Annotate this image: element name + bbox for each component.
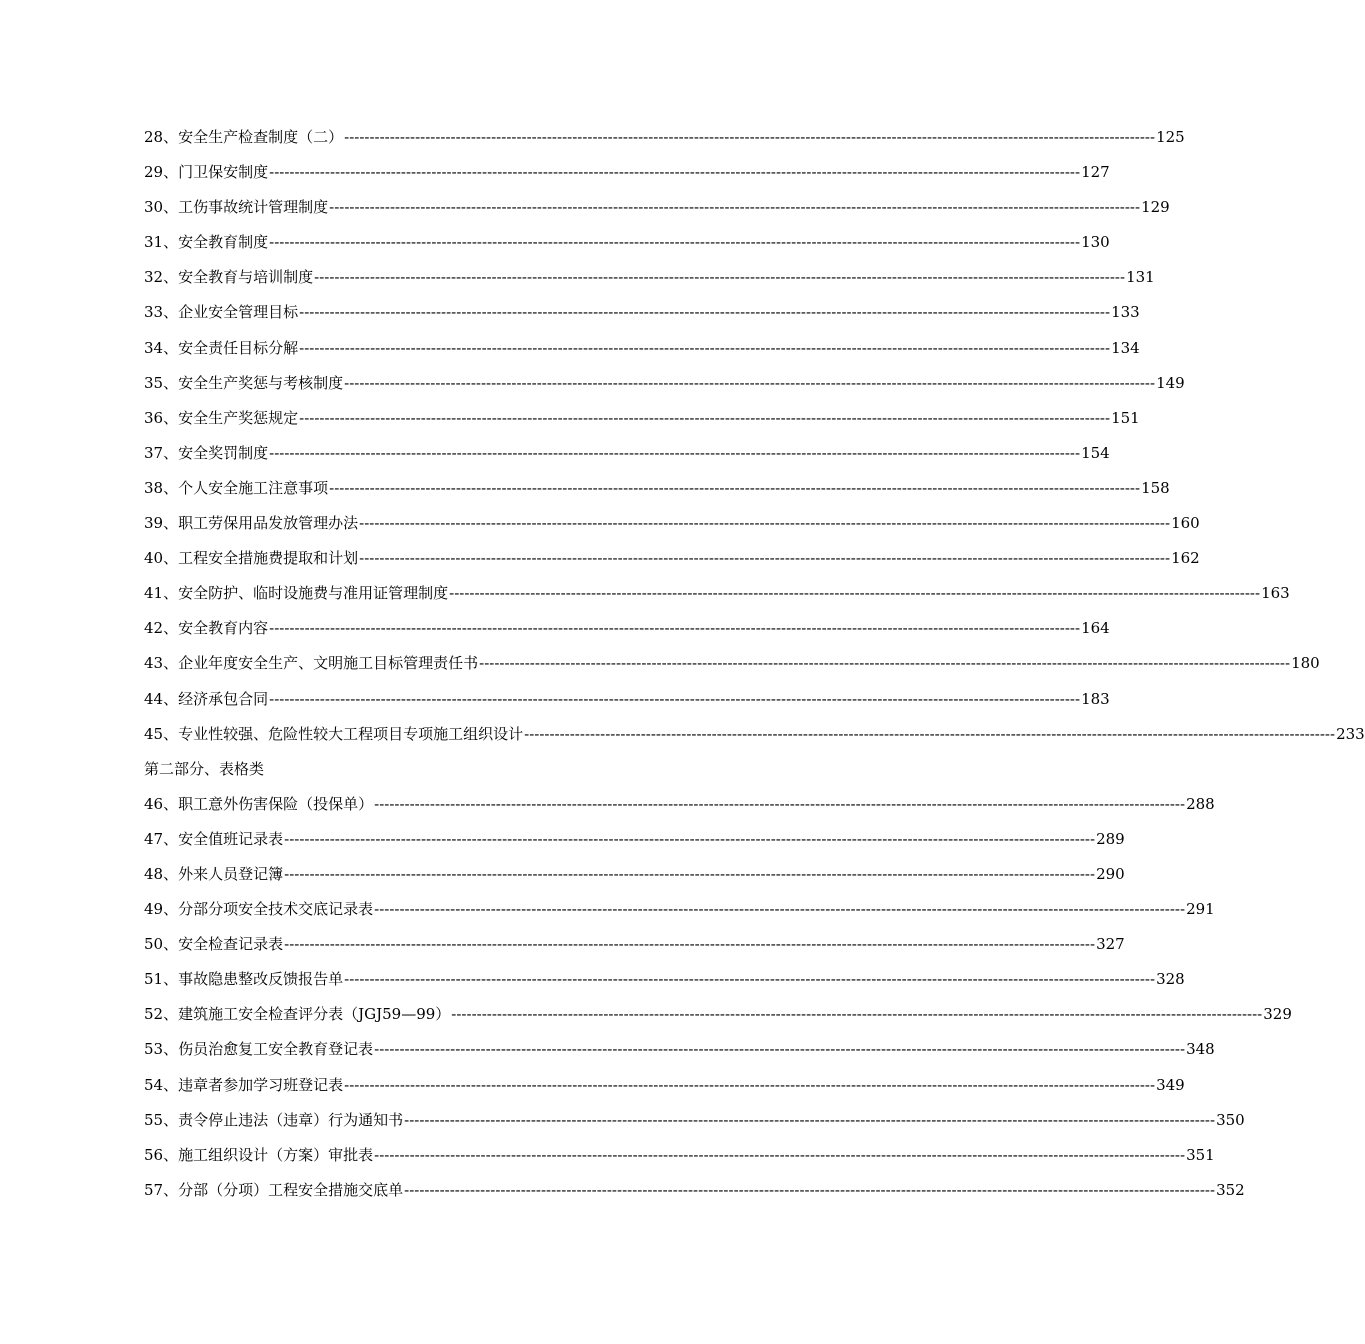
toc-dot-leader: ----------------------------------------------------------------------------------------------------------------------------------------------------------------: [284, 829, 1096, 848]
toc-dot-leader: ----------------------------------------------------------------------------------------------------------------------------------------------------------------: [359, 514, 1171, 533]
toc-entry[interactable]: [144, 717, 1365, 752]
toc-entry-title: 外来人员登记簿: [178, 864, 284, 883]
toc-entry-page-number: 163: [1261, 584, 1290, 603]
toc-entry-number: 50: [144, 935, 164, 954]
toc-entry[interactable]: [144, 1173, 1245, 1208]
toc-entry-title: 工程安全措施费提取和计划: [178, 549, 359, 568]
toc-entry-page-number: 348: [1186, 1040, 1215, 1059]
toc-entry-title: 安全教育内容: [178, 619, 269, 638]
toc-entry-title: 建筑施工安全检查评分表（JGJ59—99）: [178, 1005, 451, 1024]
toc-entry[interactable]: [144, 1103, 1245, 1138]
toc-entry-separator: 、: [163, 794, 179, 813]
toc-entry-separator: 、: [163, 619, 179, 638]
toc-entry-separator: 、: [163, 268, 179, 287]
toc-entry-page-number: 149: [1156, 373, 1185, 392]
toc-entry-separator: 、: [163, 408, 179, 427]
toc-entry-page-number: 290: [1096, 864, 1125, 883]
toc-entry-page-number: 349: [1156, 1075, 1185, 1094]
toc-entry-title: 分部分项安全技术交底记录表: [178, 900, 374, 919]
toc-entry-separator: 、: [163, 338, 179, 357]
toc-entry-separator: 、: [163, 373, 179, 392]
toc-entry[interactable]: [144, 892, 1215, 927]
toc-entry-number: 28: [144, 128, 164, 146]
toc-entry-page-number: 289: [1096, 829, 1125, 848]
toc-entry-page-number: 160: [1171, 514, 1200, 533]
toc-entry-title: 企业安全管理目标: [178, 303, 299, 322]
toc-entry[interactable]: [144, 260, 1155, 295]
toc-entry-separator: 、: [163, 1110, 179, 1129]
toc-entry-page-number: 131: [1126, 268, 1155, 287]
toc-dot-leader: ----------------------------------------------------------------------------------------------------------------------------------------------------------------: [269, 619, 1081, 638]
toc-dot-leader: ----------------------------------------------------------------------------------------------------------------------------------------------------------------: [299, 338, 1111, 357]
toc-entry-title: 门卫保安制度: [178, 163, 269, 182]
toc-entry[interactable]: [144, 1068, 1185, 1103]
toc-entry-title: 经济承包合同: [178, 689, 269, 708]
toc-entry-title: 事故隐患整改反馈报告单: [178, 970, 344, 989]
toc-entry-number: 36: [144, 408, 164, 427]
toc-entry-page-number: 352: [1216, 1180, 1245, 1199]
toc-dot-leader: ----------------------------------------------------------------------------------------------------------------------------------------------------------------: [374, 1040, 1186, 1059]
toc-dot-leader: ----------------------------------------------------------------------------------------------------------------------------------------------------------------: [374, 1145, 1186, 1164]
toc-entry[interactable]: [144, 366, 1185, 401]
toc-entry-page-number: 158: [1141, 478, 1170, 497]
toc-dot-leader: ----------------------------------------------------------------------------------------------------------------------------------------------------------------: [344, 970, 1156, 989]
toc-entry[interactable]: [144, 997, 1292, 1032]
toc-entry-separator: 、: [163, 689, 179, 708]
toc-entry-page-number: 162: [1171, 549, 1200, 568]
table-of-contents: [144, 120, 1365, 1208]
toc-entry-separator: 、: [163, 303, 179, 322]
toc-entry-number: 47: [144, 829, 164, 848]
toc-entry-page-number: 164: [1081, 619, 1110, 638]
toc-entry-page-number: 350: [1216, 1110, 1245, 1129]
toc-entry-separator: 、: [163, 1180, 179, 1199]
toc-entry-page-number: 129: [1141, 198, 1170, 217]
toc-dot-leader: ----------------------------------------------------------------------------------------------------------------------------------------------------------------: [314, 268, 1126, 287]
toc-entry-page-number: 327: [1096, 935, 1125, 954]
toc-section-heading[interactable]: [144, 752, 678, 787]
toc-entry-page-number: 134: [1111, 338, 1140, 357]
toc-entry[interactable]: [144, 646, 1320, 681]
toc-entry-separator: 、: [163, 1145, 179, 1164]
toc-entry-number: 32: [144, 268, 164, 287]
toc-entry[interactable]: [144, 331, 1140, 366]
toc-entry[interactable]: [144, 471, 1170, 506]
toc-dot-leader: ----------------------------------------------------------------------------------------------------------------------------------------------------------------: [299, 408, 1111, 427]
toc-entry-number: 33: [144, 303, 164, 322]
toc-entry-number: 40: [144, 549, 164, 568]
toc-entry-separator: 、: [163, 864, 179, 883]
toc-entry-title: 责令停止违法（违章）行为通知书: [178, 1110, 404, 1129]
toc-dot-leader: ----------------------------------------------------------------------------------------------------------------------------------------------------------------: [449, 584, 1261, 603]
toc-entry-page-number: 328: [1156, 970, 1185, 989]
toc-entry-separator: 、: [163, 1075, 179, 1094]
toc-entry-number: 34: [144, 338, 164, 357]
toc-dot-leader: ----------------------------------------------------------------------------------------------------------------------------------------------------------------: [329, 198, 1141, 217]
toc-entry[interactable]: [144, 1032, 1215, 1067]
toc-entry-number: 55: [144, 1110, 164, 1129]
toc-entry-page-number: 288: [1186, 794, 1215, 813]
toc-entry-separator: 、: [163, 514, 179, 533]
toc-entry-number: 37: [144, 443, 164, 462]
toc-entry-separator: 、: [163, 233, 179, 252]
toc-entry[interactable]: [144, 787, 1215, 822]
toc-entry-number: 52: [144, 1005, 164, 1024]
toc-entry[interactable]: [144, 541, 1200, 576]
toc-entry-title: 施工组织设计（方案）审批表: [178, 1145, 374, 1164]
toc-dot-leader: ----------------------------------------------------------------------------------------------------------------------------------------------------------------: [344, 128, 1156, 146]
toc-entry-number: 39: [144, 514, 164, 533]
toc-dot-leader: ----------------------------------------------------------------------------------------------------------------------------------------------------------------: [344, 373, 1156, 392]
toc-entry-title: 安全奖罚制度: [178, 443, 269, 462]
toc-entry-page-number: 180: [1291, 654, 1320, 673]
toc-dot-leader: ----------------------------------------------------------------------------------------------------------------------------------------------------------------: [269, 443, 1081, 462]
toc-entry-page-number: 127: [1081, 163, 1110, 182]
toc-entry-separator: 、: [163, 829, 179, 848]
toc-entry-title: 安全检查记录表: [178, 935, 284, 954]
toc-entry[interactable]: [144, 822, 1125, 857]
toc-entry-separator: 、: [163, 900, 179, 919]
toc-entry-separator: 、: [163, 584, 179, 603]
toc-entry-number: 42: [144, 619, 164, 638]
toc-entry-number: 41: [144, 584, 164, 603]
toc-entry-separator: 、: [163, 128, 179, 146]
toc-dot-leader: ----------------------------------------------------------------------------------------------------------------------------------------------------------------: [344, 1075, 1156, 1094]
toc-entry[interactable]: [144, 225, 1110, 260]
toc-entry-title: 安全教育制度: [178, 233, 269, 252]
section-heading-text: 第二部分、表格类: [144, 759, 265, 778]
toc-entry-number: 53: [144, 1040, 164, 1059]
toc-entry-number: 56: [144, 1145, 164, 1164]
toc-entry[interactable]: [144, 611, 1110, 646]
toc-dot-leader: ----------------------------------------------------------------------------------------------------------------------------------------------------------------: [451, 1005, 1263, 1024]
toc-entry[interactable]: [144, 155, 1110, 190]
toc-entry[interactable]: [144, 401, 1140, 436]
toc-entry-page-number: 291: [1186, 900, 1215, 919]
toc-entry-number: 38: [144, 478, 164, 497]
toc-entry-separator: 、: [163, 1040, 179, 1059]
toc-entry-page-number: 125: [1156, 128, 1185, 146]
toc-entry-title: 专业性较强、危险性较大工程项目专项施工组织设计: [178, 724, 524, 743]
toc-entry-separator: 、: [163, 1005, 179, 1024]
toc-entry[interactable]: [144, 682, 1110, 717]
toc-entry-number: 46: [144, 794, 164, 813]
toc-entry-number: 51: [144, 970, 164, 989]
toc-entry-separator: 、: [163, 549, 179, 568]
toc-entry-number: 48: [144, 864, 164, 883]
toc-entry-title: 安全教育与培训制度: [178, 268, 314, 287]
toc-entry-number: 43: [144, 654, 164, 673]
toc-entry-number: 54: [144, 1075, 164, 1094]
toc-entry[interactable]: [144, 576, 1290, 611]
toc-dot-leader: ----------------------------------------------------------------------------------------------------------------------------------------------------------------: [479, 654, 1291, 673]
toc-dot-leader: ----------------------------------------------------------------------------------------------------------------------------------------------------------------: [284, 864, 1096, 883]
toc-entry-page-number: 154: [1081, 443, 1110, 462]
toc-entry-separator: 、: [163, 970, 179, 989]
toc-entry-title: 伤员治愈复工安全教育登记表: [178, 1040, 374, 1059]
toc-entry[interactable]: [144, 120, 1185, 155]
toc-entry-title: 分部（分项）工程安全措施交底单: [178, 1180, 404, 1199]
toc-entry[interactable]: [144, 1138, 1215, 1173]
toc-dot-leader: ----------------------------------------------------------------------------------------------------------------------------------------------------------------: [329, 478, 1141, 497]
toc-entry-title: 职工劳保用品发放管理办法: [178, 514, 359, 533]
toc-entry[interactable]: [144, 506, 1200, 541]
toc-entry-separator: 、: [163, 443, 179, 462]
toc-entry[interactable]: [144, 436, 1110, 471]
toc-entry-number: 29: [144, 163, 164, 182]
toc-entry-separator: 、: [163, 724, 179, 743]
toc-entry[interactable]: [144, 962, 1185, 997]
toc-entry[interactable]: [144, 190, 1170, 225]
toc-entry-separator: 、: [163, 478, 179, 497]
toc-entry-number: 45: [144, 724, 164, 743]
toc-entry[interactable]: [144, 927, 1125, 962]
toc-entry-page-number: 133: [1111, 303, 1140, 322]
toc-entry-page-number: 233: [1336, 724, 1365, 743]
toc-entry[interactable]: [144, 295, 1140, 330]
toc-entry-page-number: 329: [1263, 1005, 1292, 1024]
toc-entry-title: 个人安全施工注意事项: [178, 478, 329, 497]
toc-entry-number: 44: [144, 689, 164, 708]
toc-entry-title: 企业年度安全生产、文明施工目标管理责任书: [178, 654, 479, 673]
toc-entry[interactable]: [144, 857, 1125, 892]
toc-entry-page-number: 351: [1186, 1145, 1215, 1164]
toc-dot-leader: ----------------------------------------------------------------------------------------------------------------------------------------------------------------: [374, 900, 1186, 919]
toc-entry-page-number: 151: [1111, 408, 1140, 427]
toc-entry-page-number: 130: [1081, 233, 1110, 252]
toc-entry-title: 安全责任目标分解: [178, 338, 299, 357]
toc-entry-title: 安全防护、临时设施费与准用证管理制度: [178, 584, 449, 603]
toc-entry-number: 31: [144, 233, 164, 252]
toc-entry-number: 57: [144, 1180, 164, 1199]
toc-dot-leader: ----------------------------------------------------------------------------------------------------------------------------------------------------------------: [299, 303, 1111, 322]
toc-entry-page-number: 183: [1081, 689, 1110, 708]
toc-entry-title: 安全生产检查制度（二）: [178, 128, 344, 146]
toc-dot-leader: ----------------------------------------------------------------------------------------------------------------------------------------------------------------: [404, 1180, 1216, 1199]
toc-dot-leader: ----------------------------------------------------------------------------------------------------------------------------------------------------------------: [284, 935, 1096, 954]
toc-entry-separator: 、: [163, 935, 179, 954]
toc-entry-separator: 、: [163, 654, 179, 673]
toc-dot-leader: ----------------------------------------------------------------------------------------------------------------------------------------------------------------: [374, 794, 1186, 813]
toc-dot-leader: ----------------------------------------------------------------------------------------------------------------------------------------------------------------: [524, 724, 1336, 743]
toc-entry-separator: 、: [163, 198, 179, 217]
toc-entry-title: 违章者参加学习班登记表: [178, 1075, 344, 1094]
toc-dot-leader: ----------------------------------------------------------------------------------------------------------------------------------------------------------------: [359, 549, 1171, 568]
toc-entry-separator: 、: [163, 163, 179, 182]
toc-dot-leader: ----------------------------------------------------------------------------------------------------------------------------------------------------------------: [404, 1110, 1216, 1129]
toc-entry-number: 49: [144, 900, 164, 919]
toc-entry-title: 安全生产奖惩规定: [178, 408, 299, 427]
toc-entry-number: 35: [144, 373, 164, 392]
toc-entry-number: 30: [144, 198, 164, 217]
toc-dot-leader: ----------------------------------------------------------------------------------------------------------------------------------------------------------------: [269, 233, 1081, 252]
toc-entry-title: 安全生产奖惩与考核制度: [178, 373, 344, 392]
toc-dot-leader: ----------------------------------------------------------------------------------------------------------------------------------------------------------------: [269, 163, 1081, 182]
toc-entry-title: 职工意外伤害保险（投保单）: [178, 794, 374, 813]
toc-entry-title: 安全值班记录表: [178, 829, 284, 848]
toc-entry-title: 工伤事故统计管理制度: [178, 198, 329, 217]
toc-dot-leader: ----------------------------------------------------------------------------------------------------------------------------------------------------------------: [269, 689, 1081, 708]
